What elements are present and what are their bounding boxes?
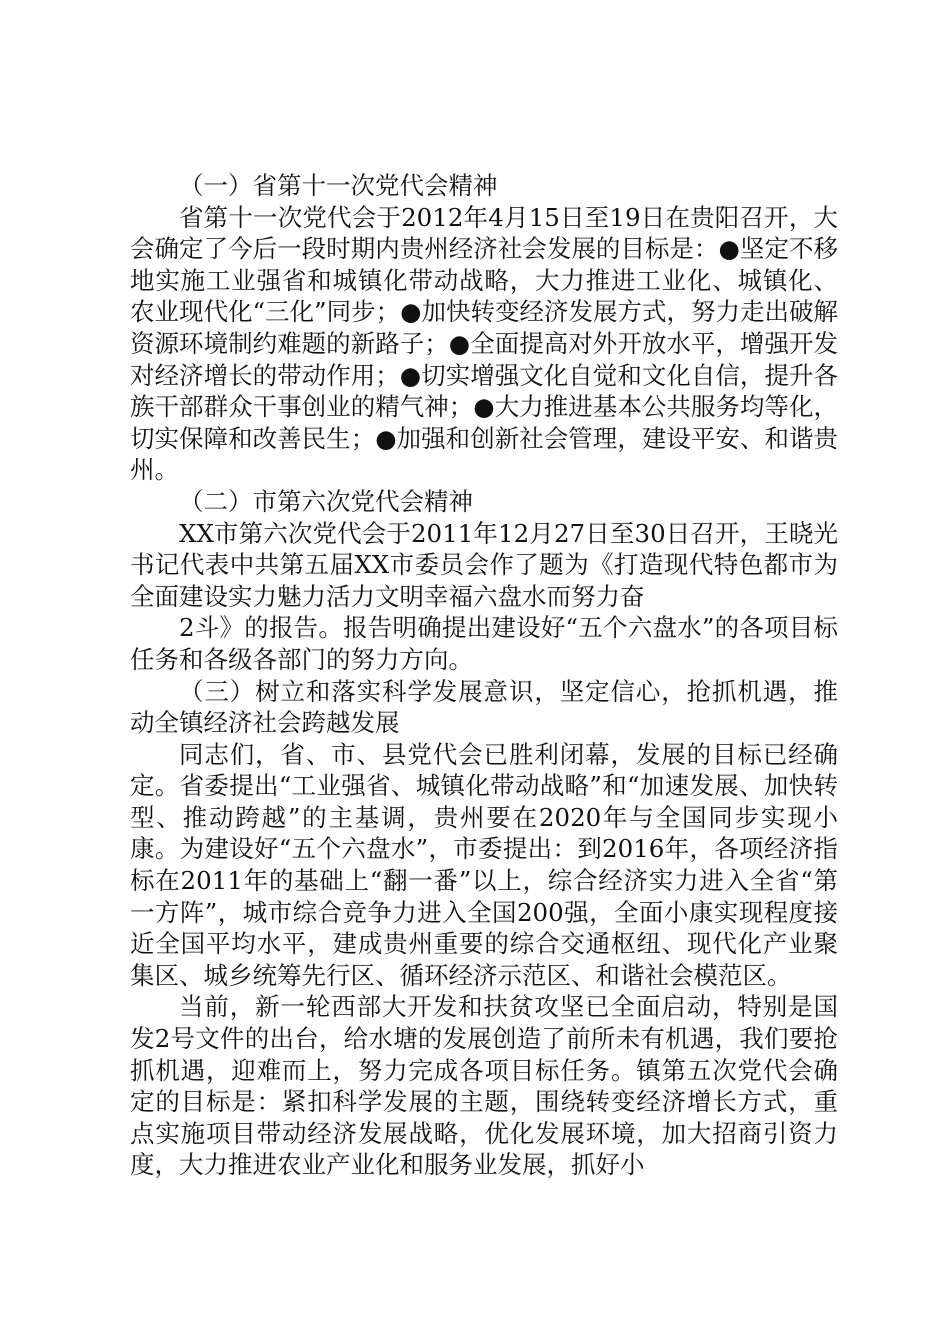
- document-page: [130, 170, 838, 1181]
- section-heading-3: （三）树立和落实科学发展意识，坚定信心，抢抓机遇，推动全镇经济社会跨越发展: [130, 676, 838, 738]
- section-heading-2: （二）市第六次党代会精神: [179, 486, 473, 516]
- paragraph-current-situation: 当前，新一轮西部大开发和扶贫攻坚已全面启动，特别是国发2号文件的出台，给水塘的发展创造了前所未有机遇，我们要抢抓机遇，迎难而上，努力完成各项目标任务。镇第五次党代会确定的目标是：紧扣科学发展的主题，围绕转变经济增长方式，重点实施项目带动经济发展战略，优化发展环境，加大招商引资力度，大力推进农业产业化和服务业发展，抓好小: [130, 992, 838, 1180]
- paragraph-provincial-congress: 省第十一次党代会于2012年4月15日至19日在贵阳召开，大会确定了今后一段时期内贵州经济社会发展的目标是：●坚定不移地实施工业强省和城镇化带动战略，大力推进工业化、城镇化、农业现代化“三化”同步；●加快转变经济发展方式，努力走出破解资源环境制约难题的新路子；●全面提高对外开放水平，增强开发对经济增长的带动作用；●切实增强文化自觉和文化自信，提升各族干部群众干事创业的精气神；●大力推进基本公共服务均等化，切实保障和改善民生；●加强和创新社会管理，建设平安、和谐贵州。: [130, 202, 838, 485]
- paragraph-development-goals: 同志们，省、市、县党代会已胜利闭幕，发展的目标已经确定。省委提出“工业强省、城镇化带动战略”和“加速发展、加快转型、推动跨越”的主基调，贵州要在2020年与全国同步实现小康。为建设好“五个六盘水”，市委提出：到2016年，各项经济指标在2011年的基础上“翻一番”以上，综合经济实力进入全省“第一方阵”，城市综合竞争力进入全国200强，全面小康实现程度接近全国平均水平，建成贵州重要的综合交通枢纽、现代化产业聚集区、城乡统筹先行区、循环经济示范区、和谐社会模范区。: [130, 739, 838, 990]
- section-heading-1: （一）省第十一次党代会精神: [179, 171, 498, 200]
- paragraph-city-congress: XX市第六次党代会于2011年12月27日至30日召开，王晓光书记代表中共第五届XX市委员会作了题为《打造现代特色都市为全面建设实力魅力活力文明幸福六盘水而努力奋: [130, 518, 838, 611]
- paragraph-city-congress-continued: 2斗》的报告。报告明确提出建设好“五个六盘水”的各项目标任务和各级各部门的努力方向。: [130, 613, 838, 674]
